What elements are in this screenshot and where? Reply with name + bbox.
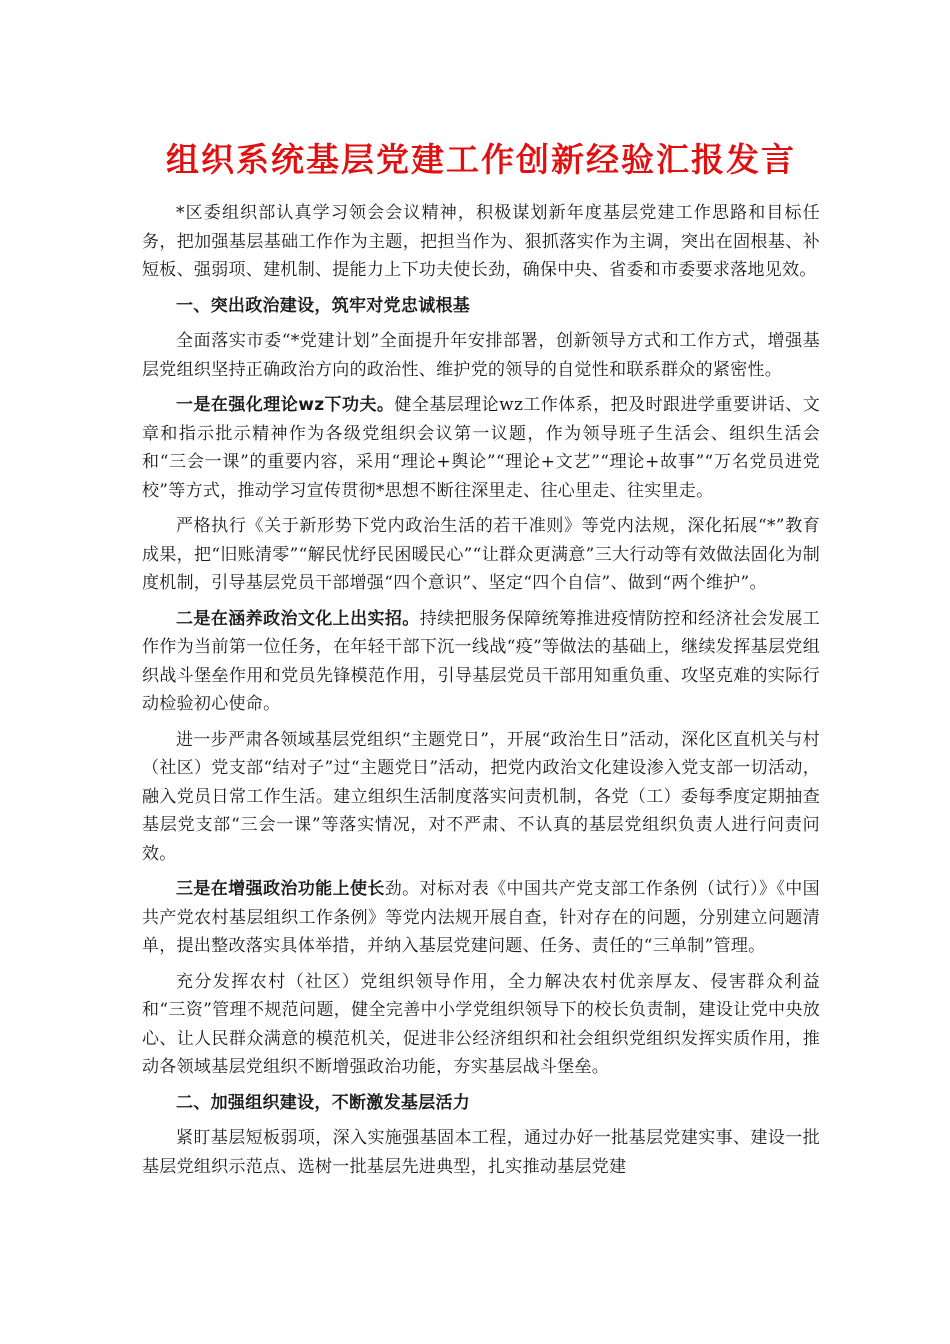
- paragraph-text: 全面落实市委“*党建计划”全面提升年安排部署，创新领导方式和工作方式，增强基层党组织坚持正确政治方向的政治性、维护党的领导的自觉性和联系群众的紧密性。: [142, 331, 820, 380]
- paragraph-text: 进一步严肃各领域基层党组织“主题党日”，开展“政治生日”活动，深化区直机关与村（社区）党支部“结对子”过“主题党日”活动，把党内政治文化建设渗入党支部一切活动，融入党员日常工作生活。建立组织生活制度落实问责机制，各党（工）委每季度定期抽查基层党支部“三会一课”等落实情况，对不严肃、不认真的基层党组织负责人进行问责问效。: [142, 729, 820, 864]
- paragraph-text: 持续把服务保障统筹推进疫情防控和经济社会发展工作作为当前第一位任务，在年轻干部下沉一线战“疫”等做法的基础上，继续发挥基层党组织战斗堡垒作用和党员先锋模范作用，引导基层党员干部用知重负重、攻坚克难的实际行动检验初心使命。: [142, 608, 820, 714]
- paragraph-text: 充分发挥农村（社区）党组织领导作用，全力解决农村优亲厚友、侵害群众利益和“三资”管理不规范问题，健全完善中小学党组织领导下的校长负责制，建设让党中央放心、让人民群众满意的模范机关，促进非公经济组织和社会组织党组织发挥实质作用，推动各领域基层党组织不断增强政治功能，夯实基层战斗堡垒。: [142, 971, 820, 1077]
- paragraph-text: 紧盯基层短板弱项，深入实施强基固本工程，通过办好一批基层党建实事、建设一批基层党组织示范点、选树一批基层先进典型，扎实推动基层党建: [142, 1128, 820, 1177]
- body-paragraph: [142, 512, 820, 598]
- body-paragraph: [142, 726, 820, 869]
- paragraph-lead: 一是在强化理论wz下功夫。: [176, 395, 395, 415]
- paragraph-text: 一、突出政治建设，筑牢对党忠诚根基: [176, 295, 471, 316]
- paragraph-lead: 二是在涵养政治文化上出实招。: [176, 608, 420, 629]
- section-heading: [142, 292, 820, 321]
- paragraph-text: 健全基层理论wz工作体系，把及时跟进学重要讲话、文章和指示批示精神作为各级党组织会议第一议题，作为领导班子生活会、组织生活会和“三会一课”的重要内容，采用“理论+舆论”“理论+文艺”“理论+故事”“万名党员进党校”等方式，推动学习宣传贯彻*思想不断往深里走、往心里走、往实里走。: [142, 395, 821, 501]
- section-heading: [142, 1089, 820, 1118]
- document-title: 组织系统基层党建工作创新经验汇报发言: [166, 140, 796, 179]
- body-paragraph: [142, 391, 820, 505]
- body-paragraph: [142, 605, 820, 719]
- body-paragraph: [142, 875, 820, 961]
- body-paragraph: [142, 327, 820, 384]
- paragraph-text: *区委组织部认真学习领会会议精神，积极谋划新年度基层党建工作思路和目标任务，把加强基层基础工作作为主题，把担当作为、狠抓落实作为主调，突出在固根基、补短板、强弱项、建机制、提能力上下功夫使长劲，确保中央、省委和市委要求落地见效。: [142, 203, 820, 280]
- document-page: [142, 135, 820, 1188]
- body-paragraph: [142, 199, 820, 285]
- paragraph-text: 劲。对标对表《中国共产党支部工作条例（试行）》《中国共产党农村基层组织工作条例》等党内法规开展自查，针对存在的问题，分别建立问题清单，提出整改落实具体举措，并纳入基层党建问题、任务、责任的“三单制”管理。: [142, 879, 820, 956]
- paragraph-text: 严格执行《关于新形势下党内政治生活的若干准则》等党内法规，深化拓展“*”教育成果，把“旧账清零”“解民忧纾民困暖民心”“让群众更满意”三大行动等有效做法固化为制度机制，引导基层党员干部增强“四个意识”、坚定“四个自信”、做到“两个维护”。: [142, 516, 820, 593]
- document-body: [142, 199, 820, 1181]
- body-paragraph: [142, 1124, 820, 1181]
- body-paragraph: [142, 968, 820, 1082]
- paragraph-text: 二、加强组织建设，不断激发基层活力: [176, 1092, 471, 1113]
- paragraph-lead: 三是在增强政治功能上使长: [176, 879, 385, 899]
